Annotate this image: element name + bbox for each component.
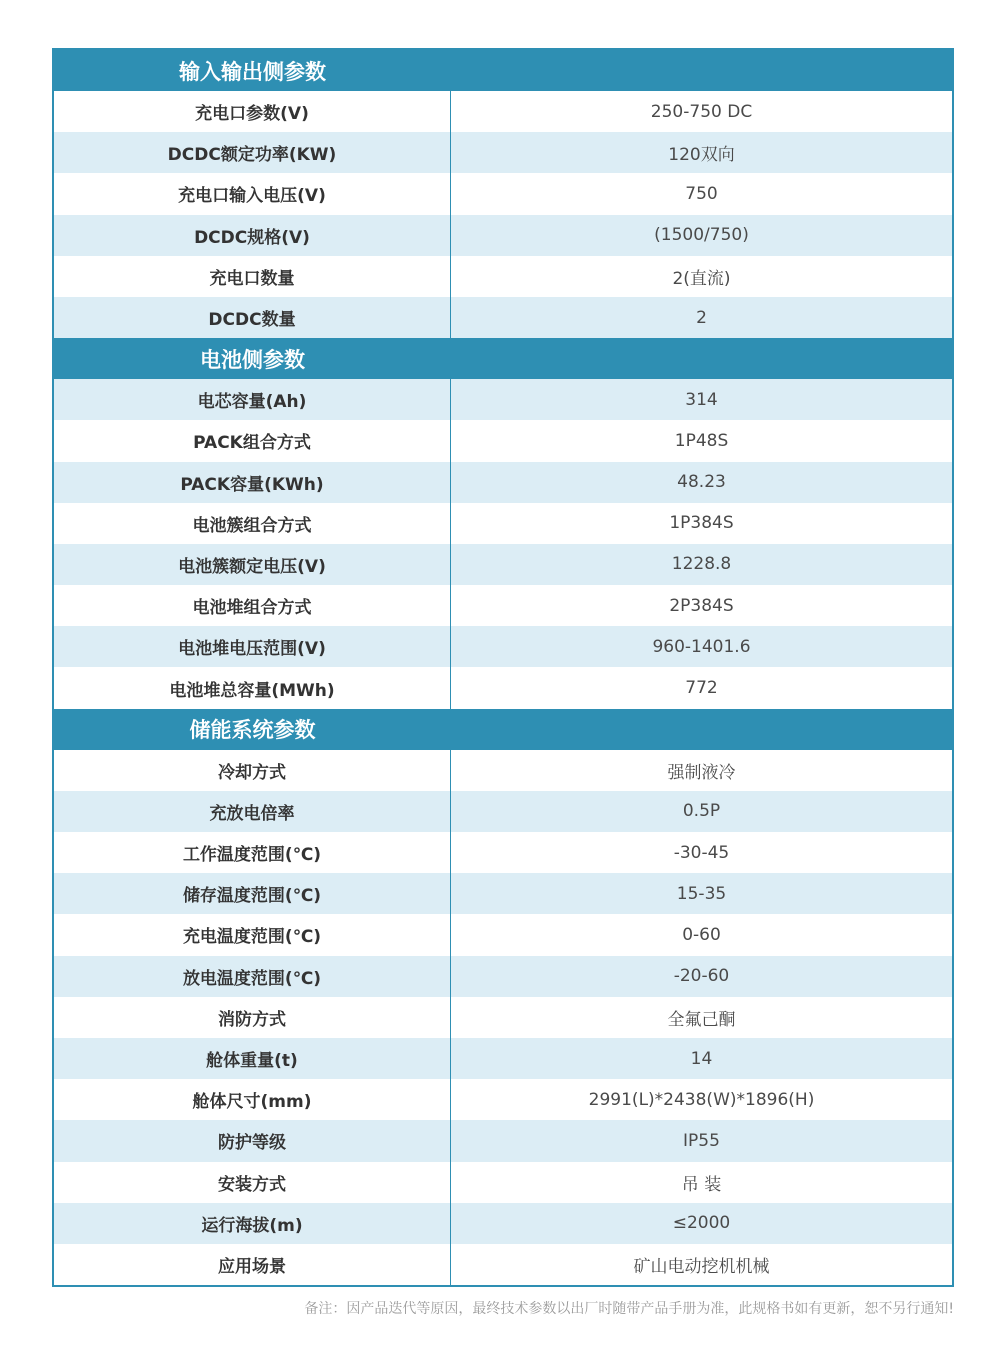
row-label: 防护等级: [54, 1120, 451, 1161]
row-value: ≤2000: [672, 1213, 731, 1234]
table-row: [54, 215, 952, 256]
row-value: 强制液冷: [667, 762, 736, 783]
row-label: 放电温度范围(℃): [54, 956, 451, 997]
spec-table: [52, 48, 954, 1287]
row-value: -30-45: [673, 842, 730, 863]
table-row: [54, 1038, 952, 1079]
table-row: [54, 667, 952, 708]
row-value: 750: [685, 183, 718, 204]
row-value: 120双向: [668, 145, 735, 166]
row-value: -20-60: [673, 966, 730, 987]
section-header-system: [54, 709, 952, 750]
table-row: [54, 1120, 952, 1161]
row-value: 1P48S: [674, 430, 729, 451]
table-row: [54, 173, 952, 214]
table-row: [54, 626, 952, 667]
row-value: 1P384S: [669, 513, 734, 534]
row-value: 0.5P: [682, 801, 721, 822]
row-value: 0-60: [682, 924, 721, 945]
row-value: 全氟己酮: [667, 1009, 736, 1030]
table-row: [54, 1079, 952, 1120]
row-label: 充电口输入电压(V): [54, 173, 451, 214]
row-label: 安装方式: [54, 1162, 451, 1203]
row-value: 2P384S: [669, 595, 734, 616]
table-row: [54, 956, 952, 997]
table-row: [54, 256, 952, 297]
row-value: 250-750 DC: [650, 101, 753, 122]
row-label: 电池簇组合方式: [54, 503, 451, 544]
table-row: [54, 914, 952, 955]
row-label: PACK容量(KWh): [54, 462, 451, 503]
row-label: 电池簇额定电压(V): [54, 544, 451, 585]
row-label: PACK组合方式: [54, 420, 451, 461]
row-label: 运行海拔(m): [54, 1203, 451, 1244]
table-row: [54, 91, 952, 132]
row-value: 772: [685, 678, 718, 699]
row-value: 吊 装: [681, 1174, 722, 1195]
section-header-battery: [54, 338, 952, 379]
table-row: [54, 420, 952, 461]
table-row: [54, 544, 952, 585]
table-row: [54, 462, 952, 503]
footnote: 备注：因产品迭代等原因，最终技术参数以出厂时随带产品手册为准，此规格书如有更新，恕不另行通知!: [304, 1301, 954, 1317]
row-label: 电芯容量(Ah): [54, 379, 451, 420]
row-value: 15-35: [676, 883, 727, 904]
row-label: 电池堆组合方式: [54, 585, 451, 626]
row-value: 2(直流): [672, 268, 731, 289]
row-label: DCDC规格(V): [54, 215, 451, 256]
section-title: 输入输出侧参数: [179, 59, 326, 84]
row-label: 储存温度范围(℃): [54, 873, 451, 914]
row-label: 充电温度范围(℃): [54, 914, 451, 955]
table-row: [54, 873, 952, 914]
table-row: [54, 997, 952, 1038]
table-row: [54, 750, 952, 791]
row-label: 充电口数量: [54, 256, 451, 297]
row-value: 48.23: [677, 472, 726, 493]
table-row: [54, 132, 952, 173]
section-header-io: [54, 50, 952, 91]
row-value: 1228.8: [671, 554, 732, 575]
row-label: 冷却方式: [54, 750, 451, 791]
table-row: [54, 1203, 952, 1244]
row-value: 314: [685, 389, 718, 410]
table-row: [54, 1244, 952, 1285]
row-label: 充电口参数(V): [54, 91, 451, 132]
row-value: 2: [696, 307, 707, 328]
row-label: 舱体尺寸(mm): [54, 1079, 451, 1120]
row-label: DCDC数量: [54, 297, 451, 338]
row-value: (1500/750): [654, 225, 749, 246]
row-label: 消防方式: [54, 997, 451, 1038]
table-row: [54, 297, 952, 338]
row-value: 2991(L)*2438(W)*1896(H): [588, 1089, 815, 1110]
table-row: [54, 503, 952, 544]
table-row: [54, 791, 952, 832]
row-value: 14: [690, 1048, 713, 1069]
row-value: 960-1401.6: [652, 636, 751, 657]
table-row: [54, 585, 952, 626]
row-label: 充放电倍率: [54, 791, 451, 832]
row-label: DCDC额定功率(KW): [54, 132, 451, 173]
row-label: 电池堆总容量(MWh): [54, 667, 451, 708]
table-row: [54, 379, 952, 420]
row-label: 应用场景: [54, 1244, 451, 1285]
row-value: IP55: [683, 1130, 720, 1151]
table-row: [54, 832, 952, 873]
section-title: 电池侧参数: [200, 347, 305, 372]
row-label: 舱体重量(t): [54, 1038, 451, 1079]
section-title: 储能系统参数: [189, 718, 316, 743]
row-value: 矿山电动挖机机械: [633, 1256, 770, 1277]
row-label: 工作温度范围(℃): [54, 832, 451, 873]
table-row: [54, 1162, 952, 1203]
row-label: 电池堆电压范围(V): [54, 626, 451, 667]
